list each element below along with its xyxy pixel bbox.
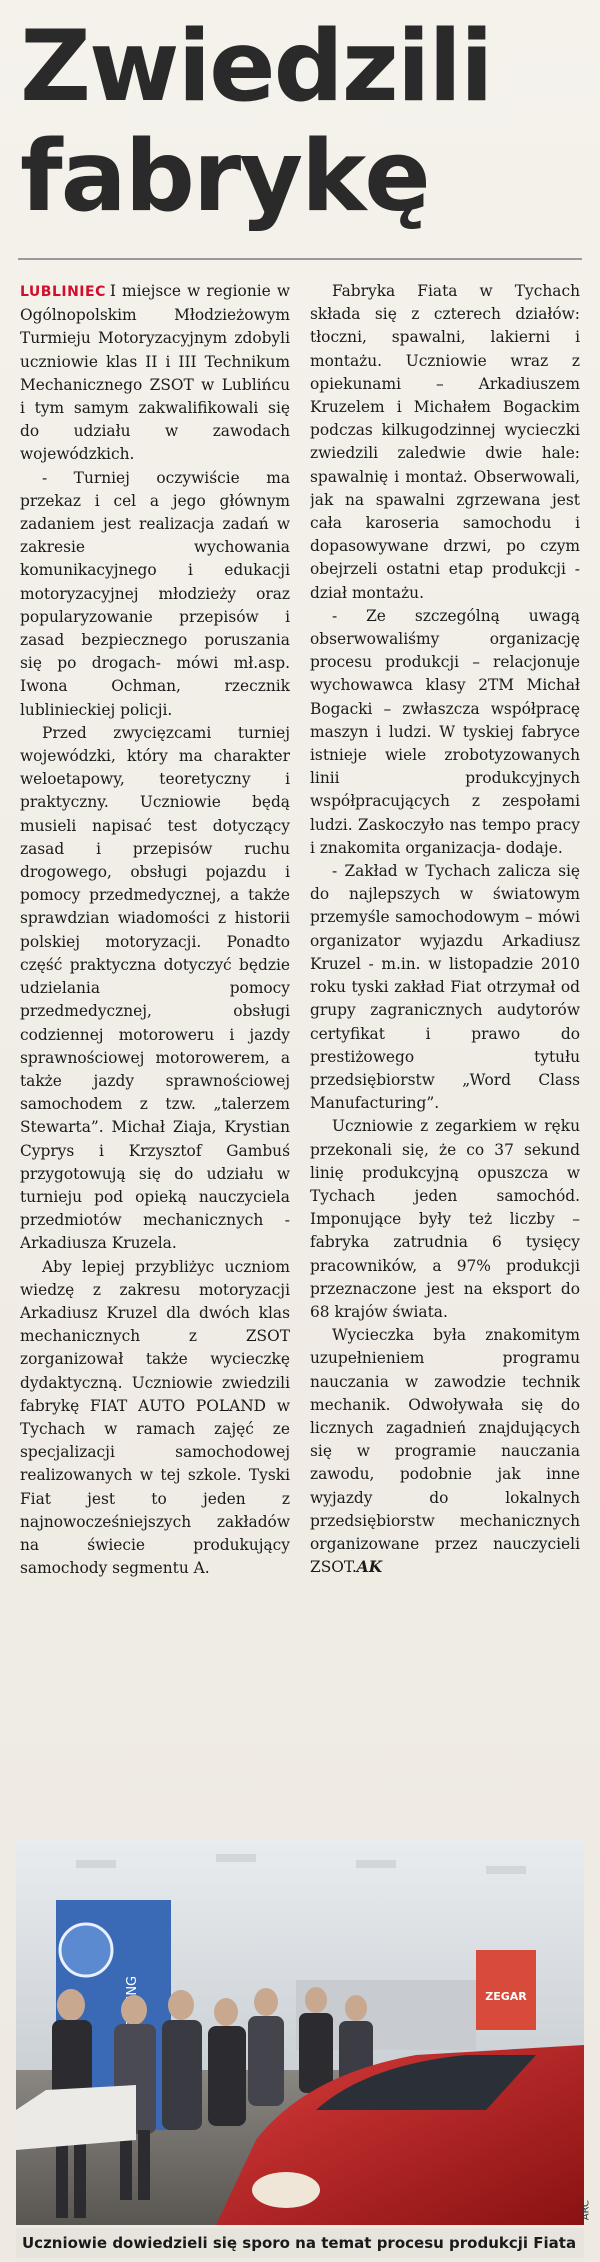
sign-text: ZEGAR (485, 1990, 527, 2003)
article-column-left (20, 280, 290, 1825)
article-column-right (310, 280, 580, 1825)
dateline: LUBLINIEC (20, 284, 106, 300)
paragraph: - Ze szczególną uwagą obserwowaliśmy organizację procesu produkcji – relacjonuje wychowawca klasy 2TM Michał Bogacki – zwłaszcza współpracę maszyn i ludzi. W tyskiej fabryce istnieje wiele zrobotyzowanych linii produkcyjnych współpracujących z zespołami ludzi. Zaskoczyło nas tempo pracy i znakomita organizacja- dodaje. (310, 606, 580, 857)
paragraph: Fabryka Fiata w Tychach składa się z czterech działów: tłoczni, spawalni, lakierni i montażu. Uczniowie wraz z opiekunami – Arkadiuszem Kruzelem i Michałem Bogackim podczas kilkugodzinnej wycieczki zwiedzili zaledwie dwie hale: spawalnię i montaż. Obserwowali, jak na spawalni zgrzewana jest cała karoseria samochodu i dopasowywane drzwi, po czym obejrzeli ostatni etap produkcji - dział montażu. (310, 282, 580, 602)
paragraph (20, 280, 290, 467)
paragraph: Aby lepiej przybliżyc uczniom wiedzę z zakresu motoryzacji Arkadiusz Kruzel dla dwóch klas mechanicznych z ZSOT zorganizował także wycieczkę dydaktyczną. Uczniowie zwiedzili fabrykę FIAT AUTO POLAND w Tychach w ramach zajęć ze specjalizacji samochodowej realizowanych w tej szkole. Tyski Fiat jest to jeden z najnowocześniejszych zakładów na świecie produkujący samochody segmentu A. (20, 1257, 290, 1578)
paragraph: Uczniowie z zegarkiem w ręku przekonali się, że co 37 sekund linię produkcyjną opuszcza w Tychach jeden samochód. Imponujące były też liczby – fabryka zatrudnia 6 tysięcy pracowników, a 97% produkcji przeznaczone jest na eksport do 68 krajów świata. (310, 1117, 580, 1321)
paragraph (310, 1324, 580, 1579)
headline-line-2: fabrykę (20, 120, 429, 234)
headline (20, 12, 580, 232)
headline-line-1: Zwiedzili (20, 10, 492, 124)
factory-photo (16, 1840, 584, 2225)
headline-divider (18, 258, 582, 260)
paragraph: - Zakład w Tychach zalicza się do najlepszych w światowym przemyśle samochodowym – mówi organizator wyjazdu Arkadiusz Kruzel - m.in. w listopadzie 2010 roku tyski zakład Fiat otrzymał od grupy zagranicznych audytorów certyfikat i prawo do prestiżowego tytułu przedsiębiorstw „Word Class Manufacturing”. (310, 862, 580, 1113)
photo-caption: Uczniowie dowiedzieli się sporo na temat procesu produkcji Fiata (16, 2228, 584, 2258)
author-signature: AK (356, 1558, 383, 1577)
paragraph-text: Wycieczka była znakomitym uzupełnieniem programu nauczania w zawodzie technik mechanik. Odwoływała się do licznych zagadnień znajdujących się w programie nauczania zawodu, podobnie jak inne wyjazdy do lokalnych przedsiębiorstw mechanicznych organizowane przez nauczycieli ZSOT. (310, 1326, 580, 1577)
factory-visit-illustration (16, 1840, 584, 2225)
paragraph-text: I miejsce w regionie w Ogólnopolskim Młodzieżowym Turmieju Motoryzacyjnym zdobyli uczniowie klas II i III Technikum Mechanicznego ZSOT w Lublińcu i tym samym zakwalifikowali się do udziału w zawodach wojewódzkich. (20, 282, 290, 464)
paragraph: - Turniej oczywiście ma przekaz i cel a jego głównym zadaniem jest realizacja zadań w zakresie wychowania komunikacyjnego i edukacji motoryzacyjnej młodzieży oraz popularyzowanie przepisów i zasad bezpiecznego poruszania się po drogach- mówi mł.asp. Iwona Ochman, rzecznik lublinieckiej policji. (20, 468, 290, 719)
paragraph: Przed zwycięzcami turniej wojewódzki, który ma charakter weloetapowy, teoretyczny i praktyczny. Uczniowie będą musieli napisać test dotyczący zasad i przepisów ruchu drogowego, obsługi pojazdu i pomocy przedmedycznej, a także sprawdzian wiadomości z historii polskiej motoryzacji. Ponadto część praktyczna dotyczyć będzie udzielania pomocy przedmedycznej, obsługi codziennej motoroweru i jazdy sprawnościowej motorowerem, a także jazdy sprawnościowej samochodem z tzw. „talerzem Stewarta”. Michał Ziaja, Krystian Cyprys i Krzysztof Gambuś przygotowują się do udziału w turnieju pod opieką nauczyciela przedmiotów mechanicznych - Arkadiusza Kruzela. (20, 723, 290, 1253)
photo-credit: ARC (580, 2200, 591, 2221)
